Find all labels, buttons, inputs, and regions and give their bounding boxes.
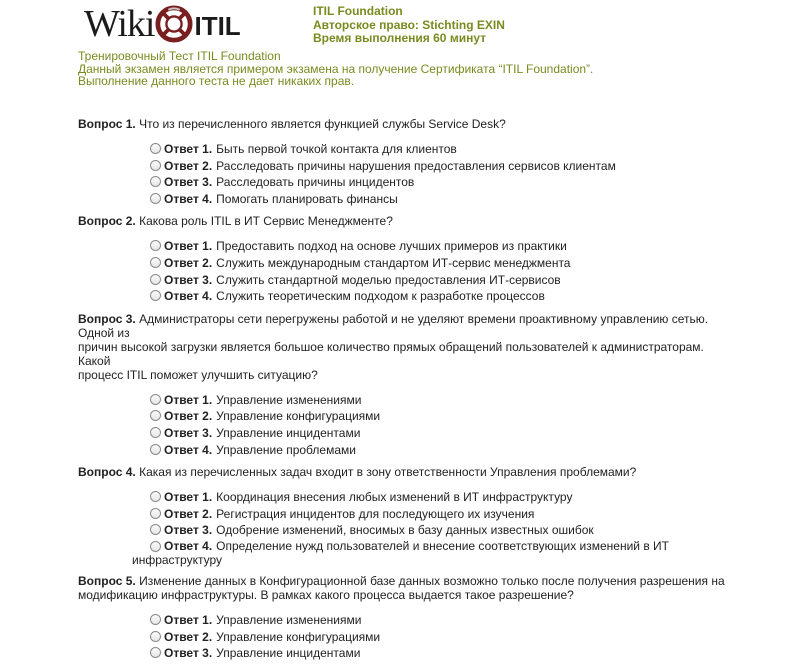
answer-number: Ответ 2. (164, 506, 213, 521)
answer-text: Регистрация инцидентов для последующего их изучения (216, 506, 535, 521)
answer-option[interactable] (150, 629, 738, 646)
answer-option[interactable] (150, 158, 738, 175)
question-1 (78, 117, 738, 214)
answer-option[interactable] (150, 255, 738, 272)
answer-option[interactable] (150, 288, 738, 305)
answer-option[interactable] (150, 425, 738, 442)
question-number: Вопрос 5. (78, 573, 136, 588)
lifebuoy-icon (155, 5, 193, 43)
answer-list (132, 479, 738, 574)
radio-button[interactable] (150, 524, 161, 535)
answer-text: Расследовать причины нарушения предоставления сервисов клиентам (216, 158, 616, 173)
radio-button[interactable] (150, 176, 161, 187)
answer-number: Ответ 4. (164, 538, 213, 553)
answer-text: Расследовать причины инцидентов (216, 175, 415, 190)
question-body: модификацию инфраструктуры. В рамках какого процесса выдается такое разрешение? (78, 587, 574, 602)
answer-text: Одобрение изменений, вносимых в базу данных известных ошибок (216, 523, 594, 538)
answer-number: Ответ 4. (164, 191, 213, 206)
question-text (78, 574, 738, 602)
answer-option[interactable] (150, 645, 738, 662)
radio-button[interactable] (150, 631, 161, 642)
radio-button[interactable] (150, 647, 161, 658)
answer-option[interactable] (150, 174, 738, 191)
intro-line: Данный экзамен является примером экзамена на получение Сертификата “ITIL Foundation”. (78, 61, 594, 76)
answer-text: Управление конфигурациями (216, 629, 381, 644)
answer-number: Ответ 1. (164, 490, 213, 505)
radio-button[interactable] (150, 257, 161, 268)
radio-button[interactable] (150, 193, 161, 204)
radio-button[interactable] (150, 290, 161, 301)
answer-number: Ответ 1. (164, 239, 213, 254)
answer-option[interactable] (150, 612, 738, 629)
answer-text: Управление инцидентами (216, 425, 361, 440)
radio-button[interactable] (150, 274, 161, 285)
intro-line: Тренировочный Тест ITIL Foundation (78, 49, 281, 63)
wikiitil-logo[interactable] (84, 4, 244, 44)
question-number: Вопрос 2. (78, 214, 136, 229)
answer-number: Ответ 2. (164, 409, 213, 424)
answer-number: Ответ 2. (164, 255, 213, 270)
answer-option[interactable] (132, 538, 738, 567)
answer-list (150, 228, 738, 311)
answer-number: Ответ 1. (164, 142, 213, 156)
answer-number: Ответ 4. (164, 442, 213, 457)
answer-list (150, 382, 738, 465)
radio-button[interactable] (150, 394, 161, 405)
answer-text: Предоставить подход на основе лучших примеров из практики (216, 239, 567, 254)
answer-text: Координация внесения любых изменений в ИТ инфраструктуру (216, 490, 573, 505)
intro-text (78, 50, 593, 88)
answer-option[interactable] (150, 442, 738, 459)
radio-button[interactable] (150, 240, 161, 251)
exam-title: ITIL Foundation (313, 4, 403, 18)
answer-number: Ответ 4. (164, 289, 213, 304)
answer-number: Ответ 1. (164, 612, 213, 627)
logo-wiki-text: Wiki (84, 3, 155, 45)
answer-option[interactable] (150, 489, 738, 506)
answer-number: Ответ 3. (164, 272, 213, 287)
question-body: Что из перечисленного является функцией службы Service Desk? (139, 117, 506, 131)
answer-text: Быть первой точкой контакта для клиентов (216, 142, 457, 156)
answer-list (150, 602, 738, 669)
answer-option[interactable] (150, 141, 738, 158)
answer-text: Помогать планировать финансы (216, 191, 398, 206)
question-text (78, 117, 738, 131)
question-body: Администраторы сети перегружены работой и не уделяют времени проактивному управлению сетью. Одной из (78, 311, 709, 340)
logo-itil-text: ITIL (194, 10, 241, 41)
question-text (78, 312, 738, 382)
answer-option[interactable] (150, 272, 738, 289)
answer-text: Служить теоретическим подходом к разработке процессов (216, 289, 545, 304)
header (0, 0, 800, 50)
answer-number: Ответ 3. (164, 646, 213, 661)
answer-number: Ответ 3. (164, 175, 213, 190)
answer-number: Ответ 2. (164, 158, 213, 173)
question-body: Изменение данных в Конфигурационной базе данных возможно только после получения разрешения на (139, 573, 725, 588)
answer-option[interactable] (150, 522, 738, 539)
radio-button[interactable] (150, 410, 161, 421)
answer-text: Управление изменениями (216, 612, 362, 627)
answer-option[interactable] (150, 238, 738, 255)
radio-button[interactable] (150, 160, 161, 171)
question-5 (78, 574, 738, 669)
question-text (78, 214, 738, 228)
answer-text-continued: инфраструктуру (132, 552, 223, 567)
question-number: Вопрос 3. (78, 311, 136, 326)
answer-number: Ответ 3. (164, 523, 213, 538)
answer-text: Служить международным стандартом ИТ-сервис менеджмента (216, 255, 571, 270)
question-number: Вопрос 4. (78, 465, 136, 480)
questions-list (78, 117, 738, 669)
exam-duration: Время выполнения 60 минут (313, 31, 487, 45)
question-number: Вопрос 1. (78, 117, 136, 131)
answer-option[interactable] (150, 392, 738, 409)
question-text (78, 465, 738, 479)
radio-button[interactable] (150, 508, 161, 519)
question-2 (78, 214, 738, 311)
radio-button[interactable] (150, 444, 161, 455)
question-body: Какова роль ITIL в ИТ Сервис Менеджменте? (139, 214, 393, 229)
answer-option[interactable] (150, 408, 738, 425)
question-4 (78, 465, 738, 574)
answer-text: Управление изменениями (216, 392, 362, 407)
intro-line: Выполнение данного теста не дает никаких прав. (78, 74, 355, 88)
answer-text: Управление проблемами (216, 442, 356, 457)
radio-button[interactable] (150, 143, 161, 154)
answer-number: Ответ 3. (164, 425, 213, 440)
exam-copyright: Авторское право: Stichting EXIN (313, 17, 505, 32)
answer-text: Служить стандартной моделью предоставления ИТ-сервисов (216, 272, 561, 287)
radio-button[interactable] (150, 541, 161, 552)
radio-button[interactable] (150, 614, 161, 625)
answer-list (150, 131, 738, 214)
question-body: Какая из перечисленных задач входит в зону ответственности Управления проблемами? (139, 465, 637, 480)
question-3 (78, 312, 738, 465)
question-body: причин высокой загрузки является большое количество прямых обращений пользователей к администраторам. Какой (78, 339, 704, 368)
answer-number: Ответ 1. (164, 392, 213, 407)
question-body: процесс ITIL поможет улучшить ситуацию? (78, 367, 318, 382)
exam-info (313, 5, 505, 46)
answer-text: Управление инцидентами (216, 646, 361, 661)
answer-text: Определение нужд пользователей и внесение соответствующих изменений в ИТ (216, 538, 670, 553)
answer-number: Ответ 2. (164, 629, 213, 644)
answer-text: Управление конфигурациями (216, 409, 381, 424)
answer-option[interactable] (150, 191, 738, 208)
radio-button[interactable] (150, 491, 161, 502)
radio-button[interactable] (150, 427, 161, 438)
answer-option[interactable] (150, 506, 738, 523)
